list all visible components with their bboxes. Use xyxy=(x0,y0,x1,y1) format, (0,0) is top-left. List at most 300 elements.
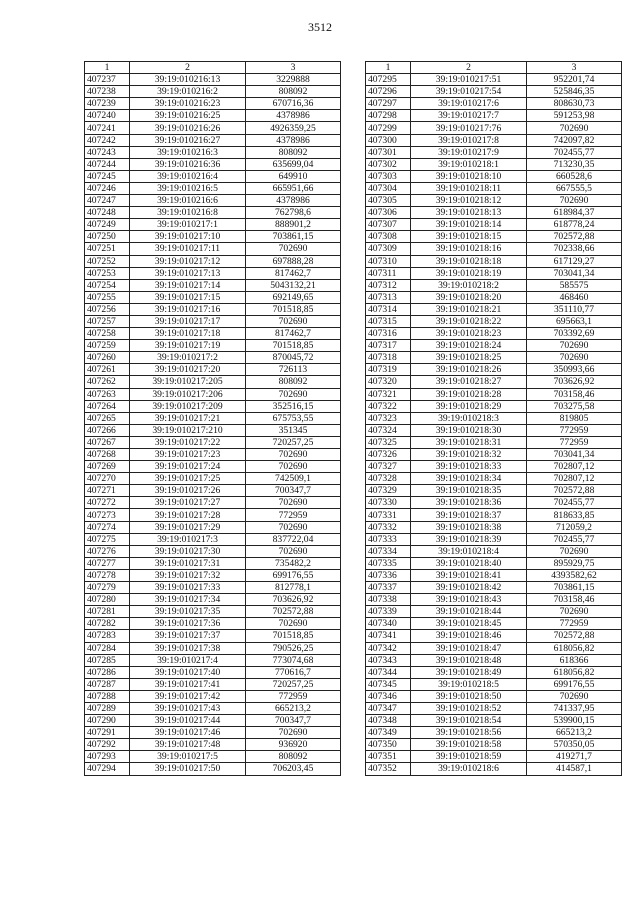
record-number-cell: 407320 xyxy=(366,376,411,388)
value-cell: 665213,2 xyxy=(246,702,341,714)
value-cell: 870045,72 xyxy=(246,352,341,364)
table-row xyxy=(366,400,622,412)
record-number-cell: 407296 xyxy=(366,86,411,98)
value-cell: 726113 xyxy=(246,364,341,376)
table-row xyxy=(366,690,622,702)
value-cell: 525846,35 xyxy=(527,86,622,98)
cadastral-number-cell: 39:19:010216:25 xyxy=(130,110,246,122)
table-row xyxy=(85,606,341,618)
table-row xyxy=(85,195,341,207)
record-number-cell: 407333 xyxy=(366,533,411,545)
cadastral-number-cell: 39:19:010216:13 xyxy=(130,74,246,86)
cadastral-number-cell: 39:19:010217:42 xyxy=(130,690,246,702)
record-number-cell: 407282 xyxy=(85,618,130,630)
record-number-cell: 407246 xyxy=(85,182,130,194)
value-cell: 702690 xyxy=(246,388,341,400)
record-number-cell: 407291 xyxy=(85,727,130,739)
table-row xyxy=(85,182,341,194)
cadastral-number-cell: 39:19:010217:8 xyxy=(411,134,527,146)
table-row xyxy=(85,424,341,436)
cadastral-number-cell: 39:19:010218:11 xyxy=(411,182,527,194)
column-header-3: 3 xyxy=(246,62,341,74)
table-row xyxy=(85,449,341,461)
table-row xyxy=(85,400,341,412)
cadastral-number-cell: 39:19:010218:56 xyxy=(411,727,527,739)
value-cell: 699176,55 xyxy=(527,678,622,690)
table-row xyxy=(85,521,341,533)
table-row xyxy=(85,545,341,557)
table-row xyxy=(366,545,622,557)
table-row xyxy=(366,255,622,267)
column-header-2: 2 xyxy=(130,62,246,74)
right-table-body xyxy=(366,74,622,775)
value-cell: 702690 xyxy=(527,690,622,702)
cadastral-number-cell: 39:19:010217:23 xyxy=(130,449,246,461)
value-cell: 952201,74 xyxy=(527,74,622,86)
table-row xyxy=(366,485,622,497)
value-cell: 665213,2 xyxy=(527,727,622,739)
record-number-cell: 407260 xyxy=(85,352,130,364)
value-cell: 808092 xyxy=(246,146,341,158)
cadastral-number-cell: 39:19:010217:44 xyxy=(130,715,246,727)
table-row xyxy=(85,763,341,775)
value-cell: 468460 xyxy=(527,291,622,303)
value-cell: 702690 xyxy=(527,352,622,364)
table-row xyxy=(85,630,341,642)
cadastral-number-cell: 39:19:010216:8 xyxy=(130,207,246,219)
table-row xyxy=(85,219,341,231)
record-number-cell: 407325 xyxy=(366,436,411,448)
table-row xyxy=(366,497,622,509)
value-cell: 350993,66 xyxy=(527,364,622,376)
value-cell: 702690 xyxy=(246,315,341,327)
record-number-cell: 407303 xyxy=(366,170,411,182)
table-row xyxy=(85,74,341,86)
table-row xyxy=(366,279,622,291)
record-number-cell: 407350 xyxy=(366,739,411,751)
table-row xyxy=(366,98,622,110)
cadastral-number-cell: 39:19:010218:23 xyxy=(411,328,527,340)
value-cell: 742509,1 xyxy=(246,473,341,485)
cadastral-number-cell: 39:19:010216:3 xyxy=(130,146,246,158)
value-cell: 701518,85 xyxy=(246,303,341,315)
table-row xyxy=(85,231,341,243)
value-cell: 702572,88 xyxy=(527,485,622,497)
value-cell: 4393582,62 xyxy=(527,569,622,581)
cadastral-number-cell: 39:19:010218:2 xyxy=(411,279,527,291)
record-number-cell: 407348 xyxy=(366,715,411,727)
cadastral-number-cell: 39:19:010218:44 xyxy=(411,606,527,618)
value-cell: 772959 xyxy=(246,690,341,702)
value-cell: 702690 xyxy=(246,545,341,557)
cadastral-number-cell: 39:19:010218:1 xyxy=(411,158,527,170)
table-row xyxy=(366,606,622,618)
value-cell: 702690 xyxy=(246,618,341,630)
record-number-cell: 407317 xyxy=(366,340,411,352)
table-row xyxy=(85,436,341,448)
record-number-cell: 407250 xyxy=(85,231,130,243)
value-cell: 667555,5 xyxy=(527,182,622,194)
value-cell: 703275,58 xyxy=(527,400,622,412)
cadastral-number-cell: 39:19:010216:6 xyxy=(130,195,246,207)
cadastral-number-cell: 39:19:010216:2 xyxy=(130,86,246,98)
cadastral-number-cell: 39:19:010217:6 xyxy=(411,98,527,110)
cadastral-number-cell: 39:19:010218:34 xyxy=(411,473,527,485)
table-row xyxy=(85,303,341,315)
record-number-cell: 407311 xyxy=(366,267,411,279)
record-number-cell: 407270 xyxy=(85,473,130,485)
record-number-cell: 407305 xyxy=(366,195,411,207)
cadastral-number-cell: 39:19:010218:36 xyxy=(411,497,527,509)
value-cell: 701518,85 xyxy=(246,630,341,642)
table-row xyxy=(366,557,622,569)
value-cell: 5043132,21 xyxy=(246,279,341,291)
value-cell: 702690 xyxy=(246,449,341,461)
column-header-1: 1 xyxy=(366,62,411,74)
cadastral-number-cell: 39:19:010218:25 xyxy=(411,352,527,364)
record-number-cell: 407279 xyxy=(85,582,130,594)
record-number-cell: 407254 xyxy=(85,279,130,291)
cadastral-number-cell: 39:19:010217:19 xyxy=(130,340,246,352)
record-number-cell: 407269 xyxy=(85,461,130,473)
table-row xyxy=(85,207,341,219)
table-row xyxy=(366,110,622,122)
record-number-cell: 407247 xyxy=(85,195,130,207)
value-cell: 817462,7 xyxy=(246,328,341,340)
value-cell: 720257,25 xyxy=(246,678,341,690)
value-cell: 817462,7 xyxy=(246,267,341,279)
cadastral-number-cell: 39:19:010218:46 xyxy=(411,630,527,642)
record-number-cell: 407346 xyxy=(366,690,411,702)
record-number-cell: 407252 xyxy=(85,255,130,267)
value-cell: 414587,1 xyxy=(527,763,622,775)
value-cell: 617129,27 xyxy=(527,255,622,267)
left-register-table xyxy=(84,61,341,776)
value-cell: 762798,6 xyxy=(246,207,341,219)
table-row xyxy=(366,666,622,678)
record-number-cell: 407276 xyxy=(85,545,130,557)
value-cell: 702572,88 xyxy=(527,231,622,243)
record-number-cell: 407342 xyxy=(366,642,411,654)
record-number-cell: 407255 xyxy=(85,291,130,303)
record-number-cell: 407261 xyxy=(85,364,130,376)
value-cell: 808092 xyxy=(246,751,341,763)
value-cell: 702807,12 xyxy=(527,473,622,485)
cadastral-number-cell: 39:19:010217:21 xyxy=(130,412,246,424)
cadastral-number-cell: 39:19:010218:12 xyxy=(411,195,527,207)
table-row xyxy=(366,702,622,714)
table-row xyxy=(366,195,622,207)
value-cell: 706203,45 xyxy=(246,763,341,775)
cadastral-number-cell: 39:19:010217:38 xyxy=(130,642,246,654)
value-cell: 773074,68 xyxy=(246,654,341,666)
record-number-cell: 407258 xyxy=(85,328,130,340)
table-row xyxy=(85,751,341,763)
record-number-cell: 407266 xyxy=(85,424,130,436)
table-row xyxy=(85,328,341,340)
record-number-cell: 407239 xyxy=(85,98,130,110)
left-table-header xyxy=(85,62,341,74)
record-number-cell: 407343 xyxy=(366,654,411,666)
table-row xyxy=(366,412,622,424)
value-cell: 772959 xyxy=(246,509,341,521)
cadastral-number-cell: 39:19:010217:30 xyxy=(130,545,246,557)
record-number-cell: 407245 xyxy=(85,170,130,182)
record-number-cell: 407271 xyxy=(85,485,130,497)
value-cell: 351345 xyxy=(246,424,341,436)
table-row xyxy=(366,315,622,327)
table-row xyxy=(85,267,341,279)
record-number-cell: 407344 xyxy=(366,666,411,678)
table-row xyxy=(366,678,622,690)
record-number-cell: 407242 xyxy=(85,134,130,146)
table-row xyxy=(366,134,622,146)
value-cell: 649910 xyxy=(246,170,341,182)
record-number-cell: 407324 xyxy=(366,424,411,436)
value-cell: 675753,55 xyxy=(246,412,341,424)
record-number-cell: 407315 xyxy=(366,315,411,327)
cadastral-number-cell: 39:19:010218:13 xyxy=(411,207,527,219)
table-row xyxy=(85,412,341,424)
value-cell: 4378986 xyxy=(246,195,341,207)
value-cell: 618778,24 xyxy=(527,219,622,231)
value-cell: 703861,15 xyxy=(246,231,341,243)
cadastral-number-cell: 39:19:010217:16 xyxy=(130,303,246,315)
table-row xyxy=(366,122,622,134)
value-cell: 702338,66 xyxy=(527,243,622,255)
cadastral-number-cell: 39:19:010217:31 xyxy=(130,557,246,569)
table-row xyxy=(85,110,341,122)
record-number-cell: 407244 xyxy=(85,158,130,170)
value-cell: 812778,1 xyxy=(246,582,341,594)
record-number-cell: 407241 xyxy=(85,122,130,134)
record-number-cell: 407284 xyxy=(85,642,130,654)
table-row xyxy=(85,376,341,388)
record-number-cell: 407334 xyxy=(366,545,411,557)
value-cell: 702455,77 xyxy=(527,497,622,509)
value-cell: 712059,2 xyxy=(527,521,622,533)
cadastral-number-cell: 39:19:010217:35 xyxy=(130,606,246,618)
record-number-cell: 407259 xyxy=(85,340,130,352)
cadastral-number-cell: 39:19:010216:27 xyxy=(130,134,246,146)
table-row xyxy=(85,291,341,303)
cadastral-number-cell: 39:19:010217:22 xyxy=(130,436,246,448)
value-cell: 808092 xyxy=(246,86,341,98)
cadastral-number-cell: 39:19:010218:29 xyxy=(411,400,527,412)
cadastral-number-cell: 39:19:010217:29 xyxy=(130,521,246,533)
record-number-cell: 407299 xyxy=(366,122,411,134)
record-number-cell: 407298 xyxy=(366,110,411,122)
cadastral-number-cell: 39:19:010218:21 xyxy=(411,303,527,315)
value-cell: 618056,82 xyxy=(527,666,622,678)
page-number: 3512 xyxy=(308,20,332,34)
table-row xyxy=(85,315,341,327)
cadastral-number-cell: 39:19:010217:48 xyxy=(130,739,246,751)
cadastral-number-cell: 39:19:010216:36 xyxy=(130,158,246,170)
table-row xyxy=(85,134,341,146)
cadastral-number-cell: 39:19:010217:43 xyxy=(130,702,246,714)
record-number-cell: 407297 xyxy=(366,98,411,110)
table-row xyxy=(366,763,622,775)
record-number-cell: 407265 xyxy=(85,412,130,424)
cadastral-number-cell: 39:19:010217:210 xyxy=(130,424,246,436)
table-row xyxy=(85,497,341,509)
cadastral-number-cell: 39:19:010217:2 xyxy=(130,352,246,364)
record-number-cell: 407352 xyxy=(366,763,411,775)
cadastral-number-cell: 39:19:010218:52 xyxy=(411,702,527,714)
cadastral-number-cell: 39:19:010217:50 xyxy=(130,763,246,775)
record-number-cell: 407310 xyxy=(366,255,411,267)
cadastral-number-cell: 39:19:010218:47 xyxy=(411,642,527,654)
record-number-cell: 407286 xyxy=(85,666,130,678)
table-row xyxy=(85,642,341,654)
cadastral-number-cell: 39:19:010218:18 xyxy=(411,255,527,267)
value-cell: 735482,2 xyxy=(246,557,341,569)
cadastral-number-cell: 39:19:010218:26 xyxy=(411,364,527,376)
value-cell: 703041,34 xyxy=(527,449,622,461)
value-cell: 4926359,25 xyxy=(246,122,341,134)
record-number-cell: 407302 xyxy=(366,158,411,170)
record-number-cell: 407275 xyxy=(85,533,130,545)
record-number-cell: 407274 xyxy=(85,521,130,533)
value-cell: 703626,92 xyxy=(527,376,622,388)
value-cell: 699176,55 xyxy=(246,569,341,581)
value-cell: 713230,35 xyxy=(527,158,622,170)
record-number-cell: 407238 xyxy=(85,86,130,98)
cadastral-number-cell: 39:19:010218:49 xyxy=(411,666,527,678)
table-row xyxy=(85,509,341,521)
record-number-cell: 407304 xyxy=(366,182,411,194)
record-number-cell: 407321 xyxy=(366,388,411,400)
value-cell: 702690 xyxy=(527,122,622,134)
value-cell: 4378986 xyxy=(246,110,341,122)
table-row xyxy=(85,690,341,702)
record-number-cell: 407313 xyxy=(366,291,411,303)
table-row xyxy=(85,702,341,714)
cadastral-number-cell: 39:19:010218:16 xyxy=(411,243,527,255)
record-number-cell: 407263 xyxy=(85,388,130,400)
table-row xyxy=(366,751,622,763)
record-number-cell: 407288 xyxy=(85,690,130,702)
table-row xyxy=(366,352,622,364)
cadastral-number-cell: 39:19:010218:6 xyxy=(411,763,527,775)
value-cell: 703392,69 xyxy=(527,328,622,340)
value-cell: 703041,34 xyxy=(527,267,622,279)
cadastral-number-cell: 39:19:010217:36 xyxy=(130,618,246,630)
cadastral-number-cell: 39:19:010218:40 xyxy=(411,557,527,569)
cadastral-number-cell: 39:19:010217:14 xyxy=(130,279,246,291)
record-number-cell: 407351 xyxy=(366,751,411,763)
value-cell: 591253,98 xyxy=(527,110,622,122)
table-row xyxy=(85,594,341,606)
value-cell: 936920 xyxy=(246,739,341,751)
record-number-cell: 407330 xyxy=(366,497,411,509)
value-cell: 419271,7 xyxy=(527,751,622,763)
record-number-cell: 407285 xyxy=(85,654,130,666)
record-number-cell: 407322 xyxy=(366,400,411,412)
cadastral-number-cell: 39:19:010218:43 xyxy=(411,594,527,606)
table-row xyxy=(85,727,341,739)
record-number-cell: 407307 xyxy=(366,219,411,231)
cadastral-number-cell: 39:19:010217:7 xyxy=(411,110,527,122)
record-number-cell: 407248 xyxy=(85,207,130,219)
table-row xyxy=(366,267,622,279)
cadastral-number-cell: 39:19:010218:28 xyxy=(411,388,527,400)
cadastral-number-cell: 39:19:010217:24 xyxy=(130,461,246,473)
cadastral-number-cell: 39:19:010217:20 xyxy=(130,364,246,376)
table-row xyxy=(366,364,622,376)
value-cell: 585575 xyxy=(527,279,622,291)
table-row xyxy=(85,279,341,291)
record-number-cell: 407283 xyxy=(85,630,130,642)
table-row xyxy=(366,340,622,352)
record-number-cell: 407289 xyxy=(85,702,130,714)
table-row xyxy=(366,436,622,448)
record-number-cell: 407345 xyxy=(366,678,411,690)
table-row xyxy=(85,485,341,497)
cadastral-number-cell: 39:19:010218:32 xyxy=(411,449,527,461)
record-number-cell: 407300 xyxy=(366,134,411,146)
record-number-cell: 407243 xyxy=(85,146,130,158)
cadastral-number-cell: 39:19:010218:41 xyxy=(411,569,527,581)
value-cell: 660528,6 xyxy=(527,170,622,182)
record-number-cell: 407256 xyxy=(85,303,130,315)
value-cell: 4378986 xyxy=(246,134,341,146)
cadastral-number-cell: 39:19:010217:3 xyxy=(130,533,246,545)
table-row xyxy=(85,461,341,473)
record-number-cell: 407319 xyxy=(366,364,411,376)
cadastral-number-cell: 39:19:010218:27 xyxy=(411,376,527,388)
cadastral-number-cell: 39:19:010217:34 xyxy=(130,594,246,606)
record-number-cell: 407316 xyxy=(366,328,411,340)
value-cell: 772959 xyxy=(527,618,622,630)
table-row xyxy=(85,122,341,134)
record-number-cell: 407323 xyxy=(366,412,411,424)
cadastral-number-cell: 39:19:010218:3 xyxy=(411,412,527,424)
record-number-cell: 407277 xyxy=(85,557,130,569)
record-number-cell: 407272 xyxy=(85,497,130,509)
record-number-cell: 407294 xyxy=(85,763,130,775)
table-row xyxy=(366,569,622,581)
record-number-cell: 407306 xyxy=(366,207,411,219)
table-row xyxy=(366,533,622,545)
cadastral-number-cell: 39:19:010217:9 xyxy=(411,146,527,158)
record-number-cell: 407290 xyxy=(85,715,130,727)
table-row xyxy=(85,170,341,182)
value-cell: 703158,46 xyxy=(527,388,622,400)
table-row xyxy=(366,521,622,533)
cadastral-number-cell: 39:19:010217:206 xyxy=(130,388,246,400)
record-number-cell: 407328 xyxy=(366,473,411,485)
cadastral-number-cell: 39:19:010217:4 xyxy=(130,654,246,666)
record-number-cell: 407314 xyxy=(366,303,411,315)
value-cell: 702690 xyxy=(527,195,622,207)
record-number-cell: 407280 xyxy=(85,594,130,606)
cadastral-number-cell: 39:19:010218:31 xyxy=(411,436,527,448)
record-number-cell: 407262 xyxy=(85,376,130,388)
record-number-cell: 407251 xyxy=(85,243,130,255)
value-cell: 790526,25 xyxy=(246,642,341,654)
value-cell: 692149,65 xyxy=(246,291,341,303)
table-row xyxy=(366,449,622,461)
cadastral-number-cell: 39:19:010217:54 xyxy=(411,86,527,98)
table-row xyxy=(366,207,622,219)
record-number-cell: 407326 xyxy=(366,449,411,461)
value-cell: 351110,77 xyxy=(527,303,622,315)
value-cell: 702455,77 xyxy=(527,533,622,545)
table-row xyxy=(85,582,341,594)
value-cell: 895929,75 xyxy=(527,557,622,569)
